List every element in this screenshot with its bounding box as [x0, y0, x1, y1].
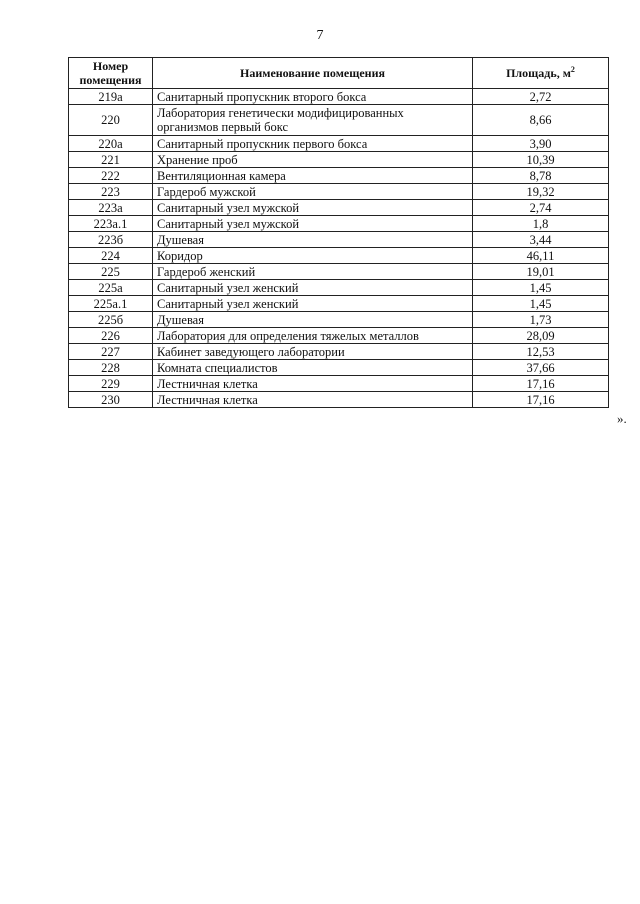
room-name-cell: Гардероб мужской — [153, 184, 473, 200]
room-area-cell: 17,16 — [473, 392, 609, 408]
room-name-cell: Санитарный узел женский — [153, 296, 473, 312]
header-room-area — [473, 58, 609, 89]
room-number-cell: 227 — [69, 344, 153, 360]
table-row — [69, 89, 609, 105]
room-name-cell: Санитарный узел мужской — [153, 216, 473, 232]
table-row — [69, 248, 609, 264]
room-area-cell: 3,44 — [473, 232, 609, 248]
table-row — [69, 296, 609, 312]
room-name-cell: Лестничная клетка — [153, 392, 473, 408]
table-body — [69, 89, 609, 408]
table-row — [69, 105, 609, 136]
table-row — [69, 168, 609, 184]
room-number-cell: 223б — [69, 232, 153, 248]
table-row — [69, 136, 609, 152]
room-area-cell: 2,74 — [473, 200, 609, 216]
room-area-cell: 8,66 — [473, 105, 609, 136]
room-name-cell: Комната специалистов — [153, 360, 473, 376]
table-row — [69, 216, 609, 232]
header-room-name: Наименование помещения — [153, 58, 473, 89]
room-name-cell: Душевая — [153, 232, 473, 248]
room-number-cell: 221 — [69, 152, 153, 168]
table-row — [69, 232, 609, 248]
page-number: 7 — [316, 28, 324, 43]
room-name-cell: Вентиляционная камера — [153, 168, 473, 184]
room-name-cell: Кабинет заведующего лаборатории — [153, 344, 473, 360]
room-area-cell: 12,53 — [473, 344, 609, 360]
room-number-cell: 219а — [69, 89, 153, 105]
room-number-cell: 223 — [69, 184, 153, 200]
room-name-cell: Хранение проб — [153, 152, 473, 168]
room-area-cell: 8,78 — [473, 168, 609, 184]
table-row — [69, 392, 609, 408]
table-row — [69, 376, 609, 392]
header-area-superscript: 2 — [570, 65, 575, 74]
room-number-cell: 222 — [69, 168, 153, 184]
room-area-cell: 1,45 — [473, 280, 609, 296]
room-name-cell: Гардероб женский — [153, 264, 473, 280]
room-area-cell: 3,90 — [473, 136, 609, 152]
room-name-cell: Санитарный пропускник первого бокса — [153, 136, 473, 152]
table-row — [69, 312, 609, 328]
room-number-cell: 229 — [69, 376, 153, 392]
table-row — [69, 264, 609, 280]
room-number-cell: 225 — [69, 264, 153, 280]
room-name-cell: Санитарный пропускник второго бокса — [153, 89, 473, 105]
room-name-cell: Санитарный узел мужской — [153, 200, 473, 216]
room-area-cell: 28,09 — [473, 328, 609, 344]
room-area-cell: 17,16 — [473, 376, 609, 392]
table-row — [69, 344, 609, 360]
room-area-cell: 10,39 — [473, 152, 609, 168]
room-name-cell: Коридор — [153, 248, 473, 264]
room-area-cell: 1,8 — [473, 216, 609, 232]
room-number-cell: 225а — [69, 280, 153, 296]
room-number-cell: 226 — [69, 328, 153, 344]
room-number-cell: 225б — [69, 312, 153, 328]
closing-quote: ». — [617, 411, 627, 426]
room-number-cell: 224 — [69, 248, 153, 264]
room-area-cell: 1,45 — [473, 296, 609, 312]
table-row — [69, 280, 609, 296]
room-number-cell: 230 — [69, 392, 153, 408]
table-header-row — [69, 58, 609, 89]
rooms-table — [68, 57, 609, 408]
room-area-cell: 1,73 — [473, 312, 609, 328]
room-number-cell: 228 — [69, 360, 153, 376]
header-area-label: Площадь, м — [506, 66, 571, 80]
room-number-cell: 223а — [69, 200, 153, 216]
table-row — [69, 184, 609, 200]
table-row — [69, 360, 609, 376]
room-number-cell: 225а.1 — [69, 296, 153, 312]
room-area-cell: 37,66 — [473, 360, 609, 376]
room-number-cell: 220 — [69, 105, 153, 136]
table-row — [69, 200, 609, 216]
room-area-cell: 19,01 — [473, 264, 609, 280]
room-number-cell: 223а.1 — [69, 216, 153, 232]
room-number-cell: 220а — [69, 136, 153, 152]
room-area-cell: 2,72 — [473, 89, 609, 105]
header-room-number: Номер помещения — [69, 58, 153, 89]
room-name-cell: Душевая — [153, 312, 473, 328]
room-name-cell: Лестничная клетка — [153, 376, 473, 392]
room-area-cell: 46,11 — [473, 248, 609, 264]
room-name-cell: Санитарный узел женский — [153, 280, 473, 296]
room-area-cell: 19,32 — [473, 184, 609, 200]
table-row — [69, 328, 609, 344]
room-name-cell: Лаборатория генетически модифицированных организмов первый бокс — [153, 105, 473, 136]
room-name-cell: Лаборатория для определения тяжелых металлов — [153, 328, 473, 344]
table-row — [69, 152, 609, 168]
